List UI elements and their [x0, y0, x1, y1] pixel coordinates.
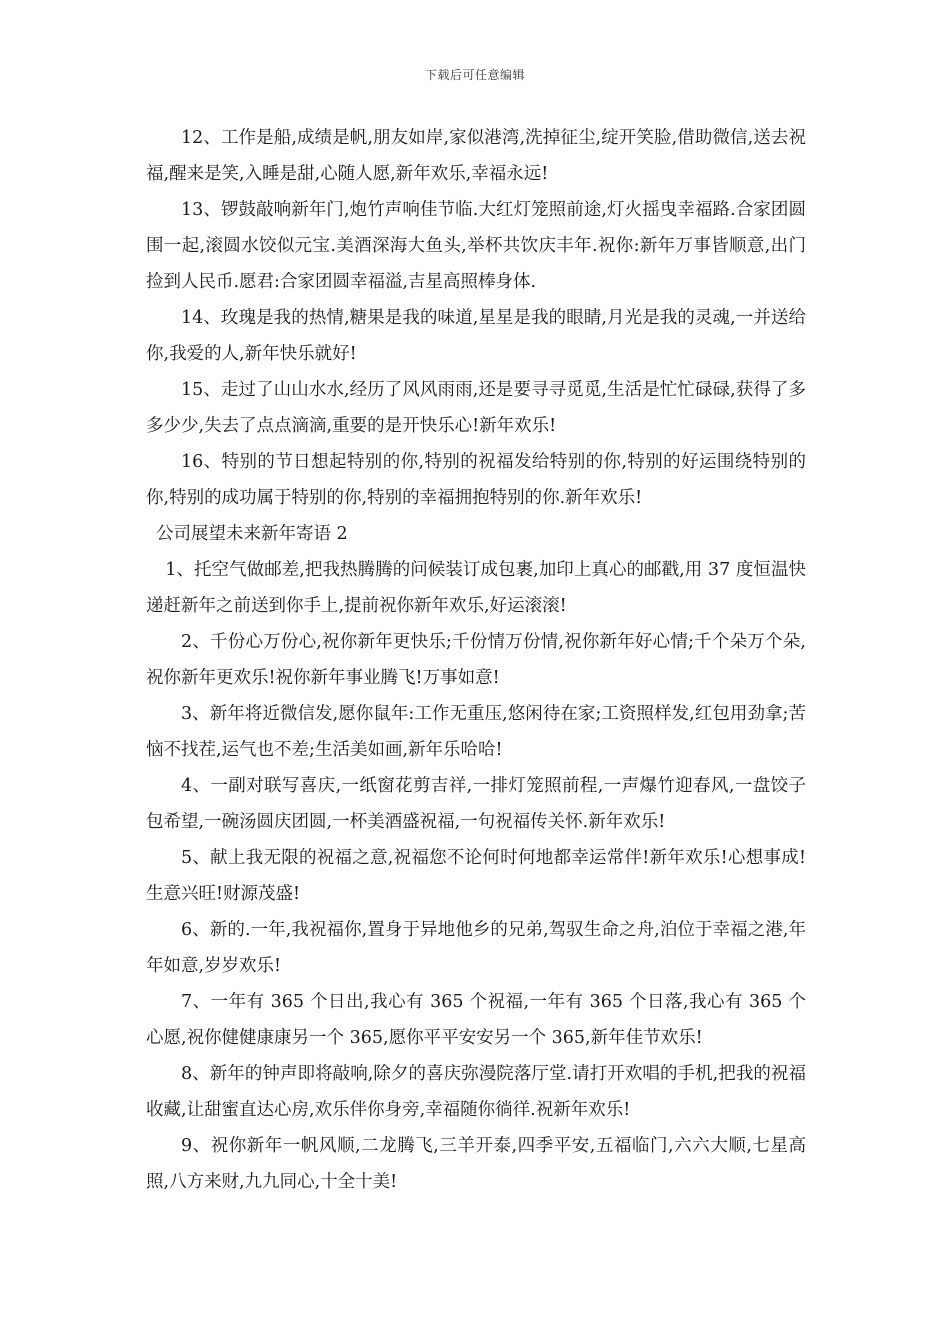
paragraph-14: 14、玫瑰是我的热情,糖果是我的味道,星星是我的眼睛,月光是我的灵魂,一并送给你,我爱的人,新年快乐就好!: [146, 308, 806, 364]
header-note: 下载后可任意编辑: [424, 68, 525, 82]
paragraph-6: 6、新的.一年,我祝福你,置身于异地他乡的兄弟,驾驭生命之舟,泊位于幸福之港,年年如意,岁岁欢乐!: [146, 920, 806, 976]
paragraph-8: 8、新年的钟声即将敲响,除夕的喜庆弥漫院落厅堂.请打开欢唱的手机,把我的祝福收藏,让甜蜜直达心房,欢乐伴你身旁,幸福随你徜徉.祝新年欢乐!: [146, 1064, 806, 1120]
paragraph-5: 5、献上我无限的祝福之意,祝福您不论何时何地都幸运常伴!新年欢乐!心想事成!生意兴旺!财源茂盛!: [146, 848, 806, 904]
paragraph-16: 16、特别的节日想起特别的你,特别的祝福发给特别的你,特别的好运围绕特别的你,特别的成功属于特别的你,特别的幸福拥抱特别的你.新年欢乐!: [146, 452, 806, 508]
paragraph-3: 3、新年将近微信发,愿你鼠年:工作无重压,悠闲待在家;工资照样发,红包用劲拿;苦恼不找茬,运气也不差;生活美如画,新年乐哈哈!: [146, 704, 806, 760]
paragraph-7: 7、一年有 365 个日出,我心有 365 个祝福,一年有 365 个日落,我心有 365 个心愿,祝你健健康康另一个 365,愿你平平安安另一个 365,新年佳节欢乐!: [146, 992, 806, 1048]
paragraph-12: 12、工作是船,成绩是帆,朋友如岸,家似港湾,洗掉征尘,绽开笑脸,借助微信,送去祝福,醒来是笑,入睡是甜,心随人愿,新年欢乐,幸福永远!: [146, 128, 806, 184]
paragraph-15: 15、走过了山山水水,经历了风风雨雨,还是要寻寻觅觅,生活是忙忙碌碌,获得了多多少少,失去了点点滴滴,重要的是开快乐心!新年欢乐!: [146, 380, 806, 436]
paragraph-2: 2、千份心万份心,祝你新年更快乐;千份情万份情,祝你新年好心情;千个朵万个朵,祝你新年更欢乐!祝你新年事业腾飞!万事如意!: [146, 632, 806, 688]
paragraph-1: 1、托空气做邮差,把我热腾腾的问候装订成包裹,加印上真心的邮戳,用 37 度恒温快递赶新年之前送到你手上,提前祝你新年欢乐,好运滚滚!: [146, 560, 806, 616]
document-body: [146, 120, 806, 1200]
paragraph-4: 4、一副对联写喜庆,一纸窗花剪吉祥,一排灯笼照前程,一声爆竹迎春风,一盘饺子包希望,一碗汤圆庆团圆,一杯美酒盛祝福,一句祝福传关怀.新年欢乐!: [146, 776, 806, 832]
section-heading: 公司展望未来新年寄语 2: [156, 524, 348, 544]
paragraph-9: 9、祝你新年一帆风顺,二龙腾飞,三羊开泰,四季平安,五福临门,六六大顺,七星高照,八方来财,九九同心,十全十美!: [146, 1136, 806, 1192]
paragraph-13: 13、锣鼓敲响新年门,炮竹声响佳节临.大红灯笼照前途,灯火摇曳幸福路.合家团圆围一起,滚圆水饺似元宝.美酒深海大鱼头,举杯共饮庆丰年.祝你:新年万事皆顺意,出门捡到人民币.愿君:合家团圆幸福溢,吉星高照棒身体.: [146, 200, 806, 292]
